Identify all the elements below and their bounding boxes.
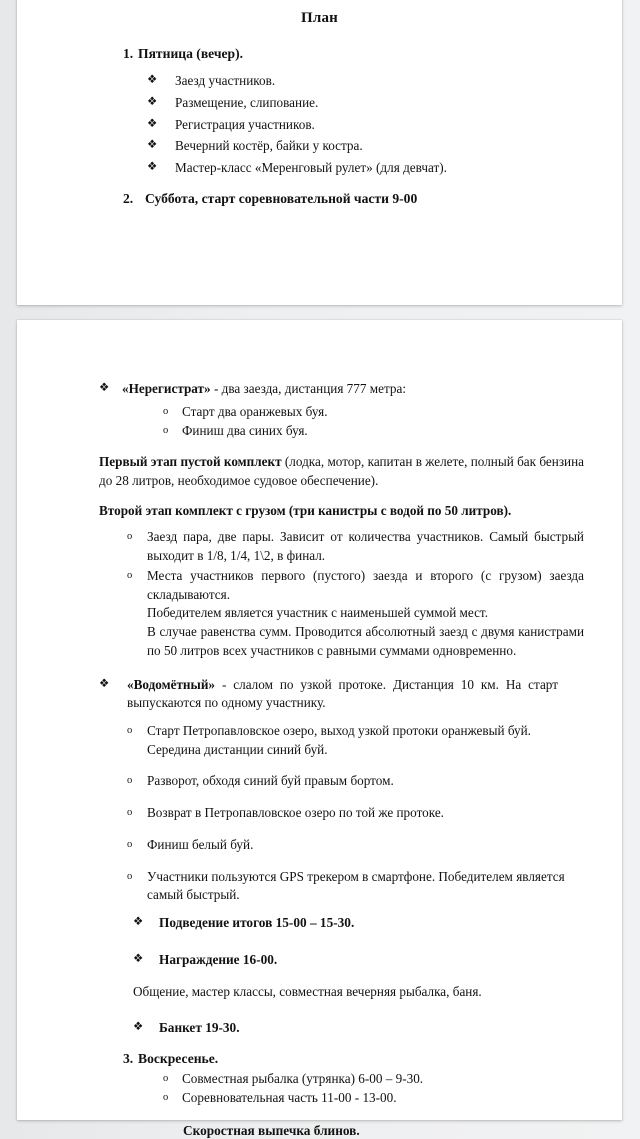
stage-2-list [37,528,602,660]
list-number: 3. [123,1050,134,1066]
document-page-1 [17,0,622,305]
list-item-text: Разворот, обходя синий буй правым бортом. [147,773,394,789]
neregistrat-section [37,380,602,399]
list-number: 2. [123,190,134,206]
list-item-text: Старт два оранжевых буя. [182,403,328,419]
diamond-bullet-icon: ❖ [147,139,158,152]
list-item-text: Совместная рыбалка (утрянка) 6-00 – 9-30. [182,1070,424,1086]
summary-list [37,914,602,970]
circle-bullet-icon: o [127,870,133,882]
list-item-text: Заезд пара, две пары. Зависит от количества участников. Самый быстрый выходит в 1/8, 1/4, 1\2, в финал. [147,529,584,564]
diamond-bullet-icon: ❖ [99,382,110,394]
list-item [37,403,602,422]
circle-bullet-icon: o [127,838,133,850]
sunday-sub-list [37,1070,602,1108]
list-item-text: Соревновательная часть 11-00 - 13-00. [182,1090,397,1106]
stage-1-paragraph [37,453,602,490]
list-number: 1. [123,46,134,62]
numbered-item-sunday [123,1051,602,1068]
circle-bullet-icon: o [163,1072,169,1084]
list-item-text: Возврат в Петропавловское озеро по той же протоке. [147,805,444,821]
list-item [37,868,602,905]
sunday-title: Воскресенье. [138,1050,219,1066]
list-item-text: Награждение 16-00. [159,952,278,968]
circle-bullet-icon: o [163,405,169,417]
list-item [37,137,602,156]
friday-title: Пятница (вечер). [138,46,244,62]
list-item [37,1089,602,1108]
list-item [37,772,602,791]
diamond-bullet-icon: ❖ [147,74,158,87]
vodometny-title: «Водомётный» [127,676,216,692]
list-item [37,72,602,91]
vodometny-rest: - слалом по узкой протоке. Дистанция 10 км. На старт выпускаются по одному участнику. [127,676,558,711]
stage-2-heading: Второй этап комплект с грузом (три канистры с водой по 50 литров). [99,502,512,518]
list-item-text: Регистрация участников. [175,116,315,132]
diamond-bullet-icon: ❖ [147,161,158,174]
diamond-bullet-icon: ❖ [133,1020,144,1033]
list-item-text: Подведение итогов 15-00 – 15-30. [159,915,355,931]
list-item [37,1070,602,1089]
list-item [37,116,602,135]
numbered-item-friday [123,46,602,63]
friday-activity-list [37,72,602,178]
list-item-text: Старт Петропавловское озеро, выход узкой протоки оранжевый буй. Середина дистанции синий буй. [147,723,531,757]
banquet-list [37,1019,602,1038]
list-item-continuation: Победителем является участник с наименьшей суммой мест. [147,605,488,621]
vodometny-sub-list [37,722,602,905]
diamond-bullet-icon: ❖ [133,953,144,966]
circle-bullet-icon: o [127,569,133,581]
list-item [37,159,602,178]
diamond-bullet-icon: ❖ [147,95,158,108]
circle-bullet-icon: o [127,775,133,787]
vodometny-section [37,676,602,713]
list-item-text [122,380,602,399]
circle-bullet-icon: o [163,1092,169,1104]
list-item-text: Банкет 19-30. [159,1019,240,1035]
list-item-continuation: В случае равенства сумм. Проводится абсолютный заезд с двумя канистрами по 50 литров всех участников с равными суммами одновременно. [147,624,584,658]
list-item-text: Мастер-класс «Меренговый рулет» (для девчат). [175,160,447,176]
list-item-vodometny [37,676,602,713]
list-item-text: Места участников первого (пустого) заезда и второго (с грузом) заезда складываются. [147,567,584,602]
neregistrat-rest: - два заезда, дистанция 777 метра: [210,381,406,396]
list-item-awards [37,951,602,970]
saturday-title: Суббота, старт соревновательной части 9-00 [145,190,418,206]
diamond-bullet-icon: ❖ [147,117,158,130]
list-item-text [127,676,558,713]
neregistrat-sub-list [37,403,602,441]
neregistrat-title: «Нерегистрат» [122,381,211,396]
stage-1-text: (лодка, мотор, капитан в желете, полный бак бензина до 28 литров, необходимое судовое обеспечение). [99,454,584,488]
list-item-text: Финиш два синих буя. [182,423,308,439]
list-item-banquet [37,1019,602,1038]
obshenie-paragraph: Общение, мастер классы, совместная вечерняя рыбалка, баня. [133,983,482,999]
circle-bullet-icon: o [127,531,133,543]
numbered-item-saturday [123,191,602,208]
sunday-footer-text: Скоростная выпечка блинов. [183,1122,360,1138]
list-item-neregistrat [37,380,602,399]
diamond-bullet-icon: ❖ [99,677,110,690]
list-item [37,422,602,441]
list-item-text: Финиш белый буй. [147,836,254,852]
circle-bullet-icon: o [127,807,133,819]
list-item [37,722,602,759]
plan-title: План [300,10,339,27]
list-item-text: Размещение, слипование. [175,94,319,110]
circle-bullet-icon: o [127,725,133,737]
circle-bullet-icon: o [163,425,169,437]
list-item [37,567,602,661]
list-item-text: Участники пользуются GPS трекером в смартфоне. Победителем является самый быстрый. [147,868,565,903]
diamond-bullet-icon: ❖ [133,916,144,929]
list-item [37,804,602,823]
list-item-text: Заезд участников. [175,73,276,89]
list-item [37,94,602,113]
list-item [37,836,602,855]
list-item [37,528,602,565]
list-item-text: Вечерний костёр, байки у костра. [175,138,363,154]
document-page-2 [17,320,622,1138]
list-item-results [37,914,602,933]
stage-1-label: Первый этап пустой комплект [99,454,282,470]
